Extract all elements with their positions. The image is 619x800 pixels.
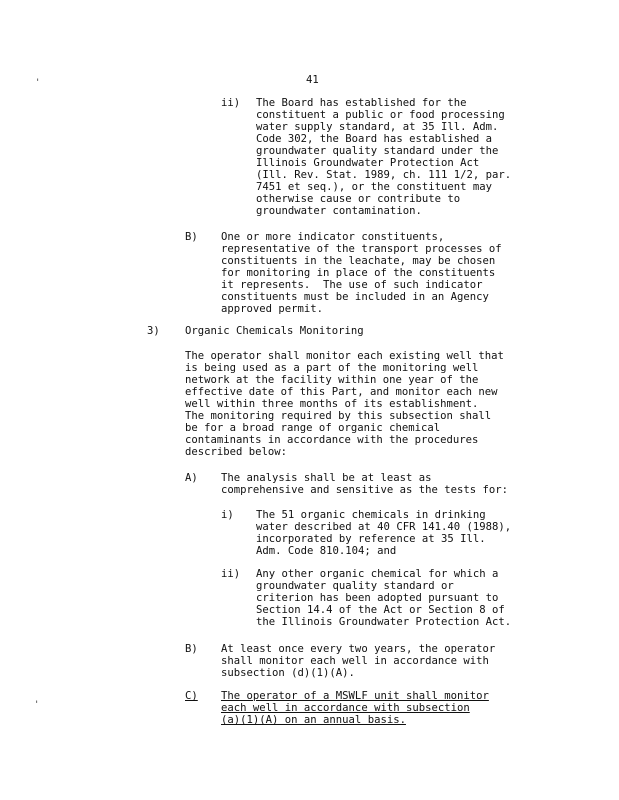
text-line: Any other organic chemical for which a: [256, 568, 499, 580]
text-line: is being used as a part of the monitoring well: [185, 362, 479, 374]
text-line: Code 302, the Board has established a: [256, 133, 492, 145]
text-line: described below:: [185, 446, 288, 458]
text-line: contaminants in accordance with the procedures: [185, 434, 479, 446]
text-line: One or more indicator constituents,: [221, 231, 445, 243]
text-line: shall monitor each well in accordance with: [221, 655, 489, 667]
text-line: constituent a public or food processing: [256, 109, 505, 121]
item-ii-label: ii): [221, 97, 241, 109]
text-line: approved permit.: [221, 303, 324, 315]
item-a-label: A): [185, 472, 198, 484]
margin-mark-bottom: ': [34, 700, 40, 710]
text-line: groundwater quality standard or: [256, 580, 454, 592]
text-line: criterion has been adopted pursuant to: [256, 592, 499, 604]
text-line: comprehensive and sensitive as the tests for:: [221, 484, 509, 496]
text-line: (Ill. Rev. Stat. 1989, ch. 111 1/2, par.: [256, 169, 512, 181]
text-line: groundwater quality standard under the: [256, 145, 499, 157]
text-line: groundwater contamination.: [256, 205, 422, 217]
item-b2-label: B): [185, 643, 198, 655]
text-line: constituents must be included in an Agency: [221, 291, 489, 303]
text-line: the Illinois Groundwater Protection Act.: [256, 616, 512, 628]
text-line: be for a broad range of organic chemical: [185, 422, 441, 434]
margin-mark-top: ': [35, 78, 41, 88]
text-line: Illinois Groundwater Protection Act: [256, 157, 480, 169]
text-line: The analysis shall be at least as: [221, 472, 432, 484]
item-a-i-label: i): [221, 509, 234, 521]
text-line: The 51 organic chemicals in drinking: [256, 509, 486, 521]
section-3-title: Organic Chemicals Monitoring: [185, 325, 364, 337]
text-line: for monitoring in place of the constituents: [221, 267, 496, 279]
text-line: The operator of a MSWLF unit shall monitor: [221, 690, 489, 702]
text-line: it represents. The use of such indicator: [221, 279, 483, 291]
text-line: effective date of this Part, and monitor each new: [185, 386, 498, 398]
item-b-label: B): [185, 231, 198, 243]
text-line: constituents in the leachate, may be chosen: [221, 255, 496, 267]
text-line: The operator shall monitor each existing well that: [185, 350, 504, 362]
text-line: incorporated by reference at 35 Ill.: [256, 533, 486, 545]
text-line: network at the facility within one year of the: [185, 374, 479, 386]
text-line: water supply standard, at 35 Ill. Adm.: [256, 121, 499, 133]
text-line: each well in accordance with subsection: [221, 702, 470, 714]
text-line: 7451 et seq.), or the constituent may: [256, 181, 492, 193]
text-line: representative of the transport processes of: [221, 243, 502, 255]
text-line: At least once every two years, the operator: [221, 643, 496, 655]
text-line: otherwise cause or contribute to: [256, 193, 461, 205]
page-number: 41: [306, 74, 319, 86]
text-line: Section 14.4 of the Act or Section 8 of: [256, 604, 505, 616]
text-line: The Board has established for the: [256, 97, 467, 109]
item-a-ii-label: ii): [221, 568, 241, 580]
text-line: Adm. Code 810.104; and: [256, 545, 397, 557]
text-line: subsection (d)(1)(A).: [221, 667, 355, 679]
item-c-label: C): [185, 690, 198, 702]
text-line: The monitoring required by this subsection shall: [185, 410, 492, 422]
text-line: well within three months of its establishment.: [185, 398, 479, 410]
section-3-label: 3): [147, 325, 160, 337]
text-line: (a)(1)(A) on an annual basis.: [221, 714, 406, 726]
text-line: water described at 40 CFR 141.40 (1988),: [256, 521, 512, 533]
